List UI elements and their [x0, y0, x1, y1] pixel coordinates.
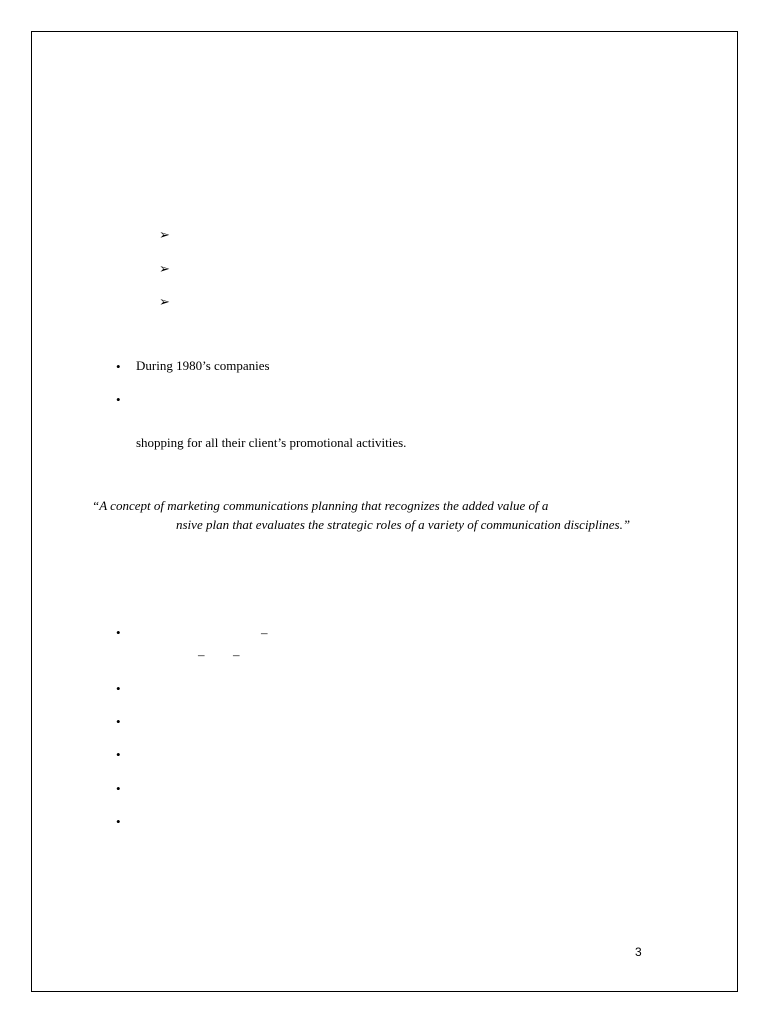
bullet-icon: •	[116, 392, 121, 407]
quote-line-1: “A concept of marketing communications planning that recognizes the added value of a	[92, 498, 549, 513]
dash-mark: –	[198, 647, 205, 662]
bullet-icon: •	[116, 714, 121, 729]
bullet-icon: •	[116, 747, 121, 762]
continuation-text: shopping for all their client’s promotional activities.	[136, 435, 407, 450]
quote-line-2: nsive plan that evaluates the strategic roles of a variety of communication disciplines.”	[176, 517, 631, 532]
dash-mark: –	[261, 625, 268, 640]
arrow-bullet-icon: ➢	[159, 294, 170, 309]
document-page	[31, 31, 738, 992]
bullet-icon: •	[116, 814, 121, 829]
page-number: 3	[635, 945, 642, 959]
arrow-bullet-icon: ➢	[159, 261, 170, 276]
bullet-icon: •	[116, 625, 121, 640]
bullet-icon: •	[116, 781, 121, 796]
bullet-icon: •	[116, 359, 121, 374]
bullet-icon: •	[116, 681, 121, 696]
arrow-bullet-icon: ➢	[159, 227, 170, 242]
dash-mark: –	[233, 647, 240, 662]
bullet-text: During 1980’s companies	[136, 358, 270, 373]
